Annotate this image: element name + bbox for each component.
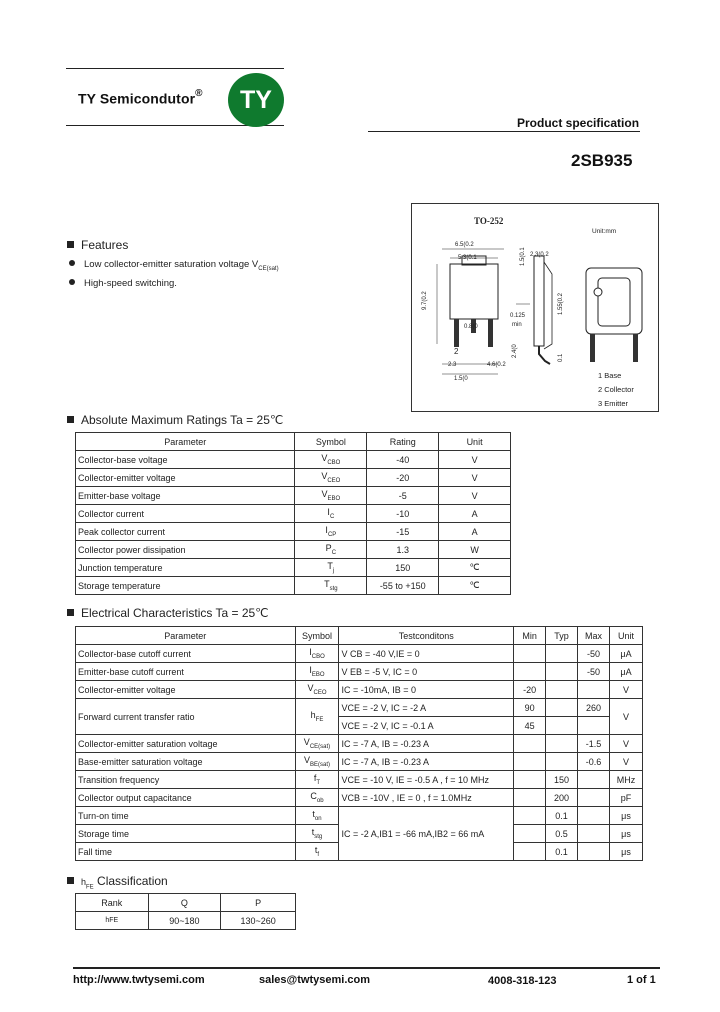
table-row: hFE 90~180 130~260	[76, 912, 296, 930]
dim-label: 1.5(0	[454, 376, 468, 382]
footer-phone: 4008-318-123	[488, 975, 557, 987]
table-row: Storage time $t_{stg}$ 0.5 μs	[76, 825, 643, 843]
dim-label: 5.3(0.1	[458, 255, 477, 261]
header-cell: Symbol	[295, 627, 339, 645]
elec-title: Electrical Characteristics Ta = 25℃	[67, 606, 269, 620]
dim-label: 9.7(0.2	[422, 291, 428, 310]
svg-text:2: 2	[454, 347, 459, 356]
pin-3: 3 Emitter	[598, 399, 629, 408]
feature-item: Low collector-emitter saturation voltage $V_{CE(sat)}$	[69, 259, 279, 272]
table-row: Emitter-base cutoff current $I_{EBO}$ V EB = -5 V, IC = 0 -50 μA	[76, 663, 643, 681]
table-row: VCE = -2 V, IC = -0.1 A 45	[76, 717, 643, 735]
hfe-class-table	[75, 893, 296, 930]
table-row: Turn-on time $t_{on}$ IC = -2 A,IB1 = -66 mA,IB2 = 66 mA 0.1 μs	[76, 807, 643, 825]
ty-logo: TY	[228, 73, 284, 127]
table-row: Forward current transfer ratio $h_{FE}$ VCE = -2 V, IC = -2 A 90 260 V	[76, 699, 643, 717]
header-cell: Parameter	[76, 433, 295, 451]
table-row: Transition frequency $f_T$ VCE = -10 V, IE = -0.5 A , f = 10 MHz 150 MHz	[76, 771, 643, 789]
dim-label: 4.6(0.2	[487, 362, 506, 368]
square-bullet-icon	[67, 877, 74, 884]
dim-label: 6.5(0.2	[455, 242, 474, 248]
footer-page: 1 of 1	[627, 974, 656, 986]
spec-rule	[368, 131, 640, 132]
footer-rule	[73, 967, 660, 969]
table-header-row	[76, 627, 643, 645]
hfe-class-title: $h_{FE}$ Classification	[67, 874, 168, 890]
dim-label: 2.4(0	[512, 344, 518, 358]
package-unit: Unit:mm	[592, 228, 617, 235]
dim-label: 0.8(0	[464, 324, 478, 330]
square-bullet-icon	[67, 609, 74, 616]
header-cell: Unit	[439, 433, 511, 451]
footer-url[interactable]: http://www.twtysemi.com	[73, 974, 205, 986]
header-cell: Min	[514, 627, 546, 645]
header-cell: Rating	[367, 433, 439, 451]
table-row: Collector-emitter voltage $V_{CEO}$ -20 V	[76, 469, 511, 487]
dim-label: 2.3(0.2	[530, 252, 549, 258]
feature-item: High-speed switching.	[69, 278, 177, 289]
abs-max-title: Absolute Maximum Ratings Ta = 25℃	[67, 413, 283, 427]
square-bullet-icon	[67, 416, 74, 423]
table-row: Collector-base cutoff current $I_{CBO}$ V CB = -40 V,IE = 0 -50 μA	[76, 645, 643, 663]
table-row: Peak collector current $I_{CP}$ -15 A	[76, 523, 511, 541]
pin-1: 1 Base	[598, 371, 622, 380]
header-cell: Max	[578, 627, 610, 645]
header-cell: Rank	[76, 894, 149, 912]
table-row: Collector-base voltage $V_{CBO}$ -40 V	[76, 451, 511, 469]
dim-label: 2.3	[448, 362, 457, 368]
product-spec-label: Product specification	[517, 116, 640, 130]
round-bullet-icon	[69, 279, 75, 285]
abs-max-table	[75, 432, 511, 595]
features-title: Features	[67, 238, 128, 252]
header-top-rule	[66, 68, 284, 69]
table-row: Base-emitter saturation voltage $V_{BE(sat)}$ IC = -7 A, IB = -0.23 A -0.6 V	[76, 753, 643, 771]
part-number: 2SB935	[571, 151, 633, 170]
table-row: Fall time $t_f$ 0.1 μs	[76, 843, 643, 861]
elec-table	[75, 626, 643, 861]
header-cell: Unit	[610, 627, 643, 645]
header-cell: Testconditons	[339, 627, 514, 645]
table-header-row	[76, 433, 511, 451]
header-cell: P	[221, 894, 296, 912]
square-bullet-icon	[67, 241, 74, 248]
pin-legend	[598, 369, 634, 411]
header-cell: Typ	[546, 627, 578, 645]
header-cell: Symbol	[295, 433, 367, 451]
table-row: Collector current $I_C$ -10 A	[76, 505, 511, 523]
package-outline-box	[411, 203, 659, 412]
table-row: Collector-emitter saturation voltage $V_{CE(sat)}$ IC = -7 A, IB = -0.23 A -1.5 V	[76, 735, 643, 753]
table-row: Emitter-base voltage $V_{EBO}$ -5 V	[76, 487, 511, 505]
table-row: Collector output capacitance $C_{ob}$ VCB = -10V , IE = 0 , f = 1.0MHz 200 pF	[76, 789, 643, 807]
dim-label: 0.125	[510, 313, 526, 319]
round-bullet-icon	[69, 260, 75, 266]
footer-email[interactable]: sales@twtysemi.com	[259, 974, 370, 986]
header-cell: Q	[148, 894, 221, 912]
brand-name: TY Semicondutor®	[78, 88, 203, 107]
table-row: Collector-emitter voltage $V_{CEO}$ IC = -10mA, IB = 0 -20 V	[76, 681, 643, 699]
pin-2: 2 Collector	[598, 385, 634, 394]
header-cell: Parameter	[76, 627, 296, 645]
table-header-row	[76, 894, 296, 912]
package-name: TO-252	[474, 216, 504, 226]
table-row: Junction temperature $T_j$ 150 ℃	[76, 559, 511, 577]
dim-label: 1.5(0.1	[520, 247, 526, 266]
table-row: Collector power dissipation $P_C$ 1.3 W	[76, 541, 511, 559]
table-row: Storage temperature $T_{stg}$ -55 to +150 ℃	[76, 577, 511, 595]
dim-label: 0.1	[558, 353, 564, 362]
dim-label: min	[512, 322, 522, 328]
dim-label: 1.55(0.2	[558, 292, 564, 315]
